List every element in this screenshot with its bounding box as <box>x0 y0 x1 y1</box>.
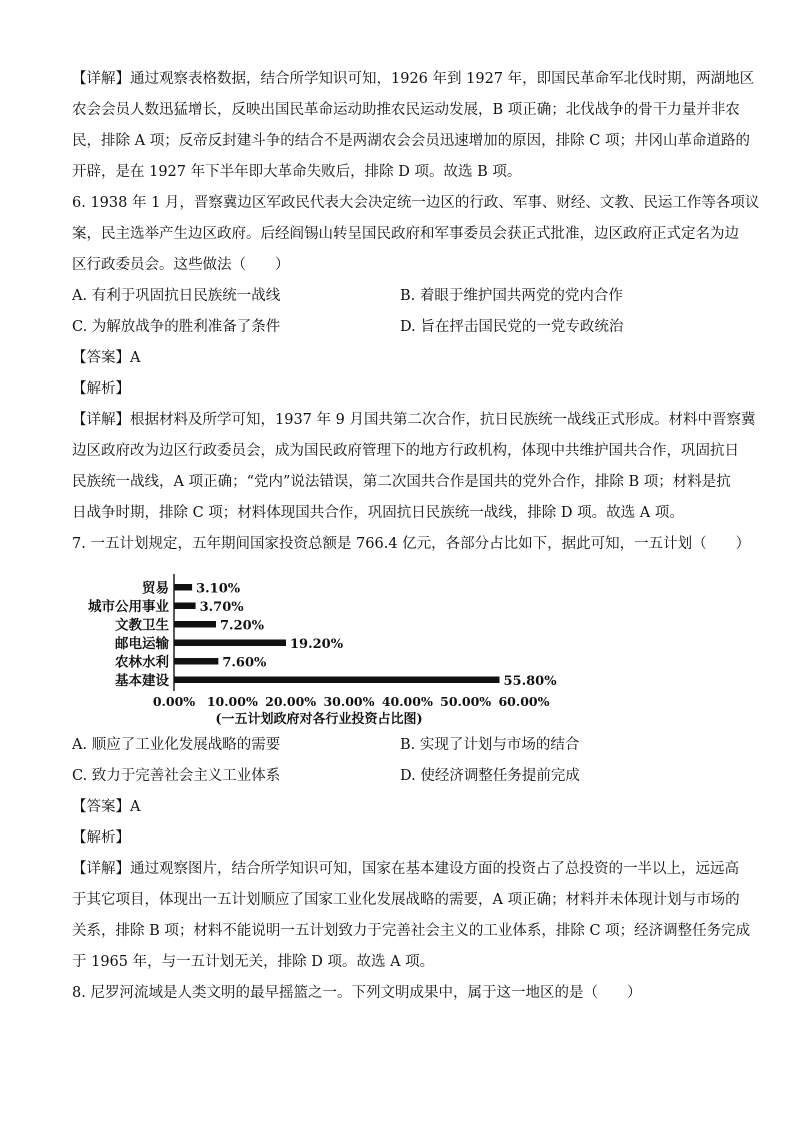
document-page <box>72 64 760 1009</box>
category-label: 基本建设 <box>115 672 169 689</box>
bar <box>174 658 218 665</box>
value-label: 7.20% <box>220 618 265 634</box>
q7-options-row <box>72 730 728 761</box>
q6-detail-line: 【详解】根据材料及所学可知，1937 年 9 月国共第二次合作，抗日民族统一战线正式形成。材料中晋察冀 <box>72 412 756 428</box>
q5-detail-line: 民，排除 A 项；反帝反封建斗争的结合不是两湖农会会员迅速增加的原因，排除 C 项；井冈山革命道路的 <box>72 133 750 149</box>
q7-option-a: A. 顺应了工业化发展战略的需要 <box>72 737 281 753</box>
investment-chart <box>72 566 557 727</box>
q7-detail-line: 于其它项目，体现出一五计划顺应了国家工业化发展战略的需要，A 项正确；材料并未体现计划与市场的 <box>72 892 740 908</box>
q8-stem: 8. 尼罗河流域是人类文明的最早摇篮之一。下列文明成果中，属于这一地区的是（ ） <box>72 985 642 1001</box>
value-label: 3.70% <box>199 599 244 615</box>
q7-option-d: D. 使经济调整任务提前完成 <box>400 768 580 784</box>
question-6 <box>72 188 760 529</box>
q5-detail <box>72 64 755 188</box>
q6-answer: 【答案】A <box>72 350 141 366</box>
bar <box>174 584 192 591</box>
category-label: 城市公用事业 <box>88 598 169 615</box>
x-tick-label: 50.00% <box>440 694 492 709</box>
q6-detail-line: 边区政府改为边区行政委员会，成为国民政府管理下的地方行政机构，体现中共维护国共合作，巩固抗日 <box>72 443 739 459</box>
question-8 <box>72 978 728 1009</box>
q6-stem-line: 6. 1938 年 1 月，晋察冀边区军政民代表大会决定统一边区的行政、军事、财经、文教、民运工作等各项议 <box>72 195 760 211</box>
x-tick-label: 30.00% <box>323 694 375 709</box>
q6-detail-line: 民族统一战线，A 项正确；“党内”说法错误，第二次国共合作是国共的党外合作，排除 B 项；材料是抗 <box>72 474 731 490</box>
x-tick-label: 20.00% <box>265 694 317 709</box>
q7-option-c: C. 致力于完善社会主义工业体系 <box>72 768 281 784</box>
q7-detail-line: 于 1965 年，与一五计划无关，排除 D 项。故选 A 项。 <box>72 954 435 970</box>
bar <box>174 621 216 628</box>
q7-analysis-heading: 【解析】 <box>72 830 130 846</box>
q7-stem: 7. 一五计划规定，五年期间国家投资总额是 766.4 亿元，各部分占比如下，据此可知，一五计划（ ） <box>72 536 751 552</box>
category-label: 文教卫生 <box>115 617 169 634</box>
category-label: 贸易 <box>142 580 169 597</box>
chart-caption: (一五计划政府对各行业投资占比图) <box>215 712 423 727</box>
q6-option-c: C. 为解放战争的胜利准备了条件 <box>72 319 281 335</box>
q7-detail-line: 【详解】通过观察图片，结合所学知识可知，国家在基本建设方面的投资占了总投资的一半以上，远远高 <box>72 861 739 877</box>
q6-detail-line: 日战争时期，排除 C 项；材料体现国共合作，巩固抗日民族统一战线，排除 D 项。故选 A 项。 <box>72 505 684 521</box>
q6-option-d: D. 旨在抨击国民党的一党专政统治 <box>400 319 624 335</box>
q7-detail-line: 关系，排除 B 项；材料不能说明一五计划致力于完善社会主义的工业体系，排除 C 项；经济调整任务完成 <box>72 923 751 939</box>
q6-option-a: A. 有利于巩固抗日民族统一战线 <box>72 288 281 304</box>
x-tick-label: 60.00% <box>498 694 550 709</box>
q6-option-b: B. 着眼于维护国共两党的党内合作 <box>400 288 623 304</box>
q7-answer: 【答案】A <box>72 799 141 815</box>
value-label: 7.60% <box>222 655 267 671</box>
q6-options-row <box>72 312 728 343</box>
investment-bar-chart <box>72 566 557 727</box>
value-label: 19.20% <box>290 636 344 652</box>
q7-options-row <box>72 761 728 792</box>
q6-options-row <box>72 281 728 312</box>
x-tick-label: 0.00% <box>152 694 196 709</box>
q5-detail-line: 【详解】通过观察表格数据，结合所学知识可知，1926 年到 1927 年，即国民革命军北伐时期，两湖地区 <box>72 71 755 87</box>
q6-stem-line: 区行政委员会。这些做法（ ） <box>72 257 290 273</box>
category-label: 邮电运输 <box>115 635 169 652</box>
bar <box>174 603 196 610</box>
q6-stem-line: 案，民主选举产生边区政府。后经阎锡山转呈国民政府和军事委员会获正式批准，边区政府正式定名为边 <box>72 226 739 242</box>
q6-analysis-heading: 【解析】 <box>72 381 130 397</box>
x-tick-label: 40.00% <box>381 694 433 709</box>
q5-detail-line: 开辟，是在 1927 年下半年即大革命失败后，排除 D 项。故选 B 项。 <box>72 164 522 180</box>
value-label: 3.10% <box>196 581 241 597</box>
bar <box>174 640 286 647</box>
x-tick-label: 10.00% <box>206 694 258 709</box>
value-label: 55.80% <box>503 673 557 689</box>
category-label: 农林水利 <box>115 654 169 671</box>
question-7 <box>72 529 751 978</box>
q5-detail-line: 农会会员人数迅猛增长，反映出国民革命运动助推农民运动发展，B 项正确；北伐战争的骨干力量并非农 <box>72 102 740 118</box>
q7-option-b: B. 实现了计划与市场的结合 <box>400 737 580 753</box>
bar <box>174 677 500 684</box>
